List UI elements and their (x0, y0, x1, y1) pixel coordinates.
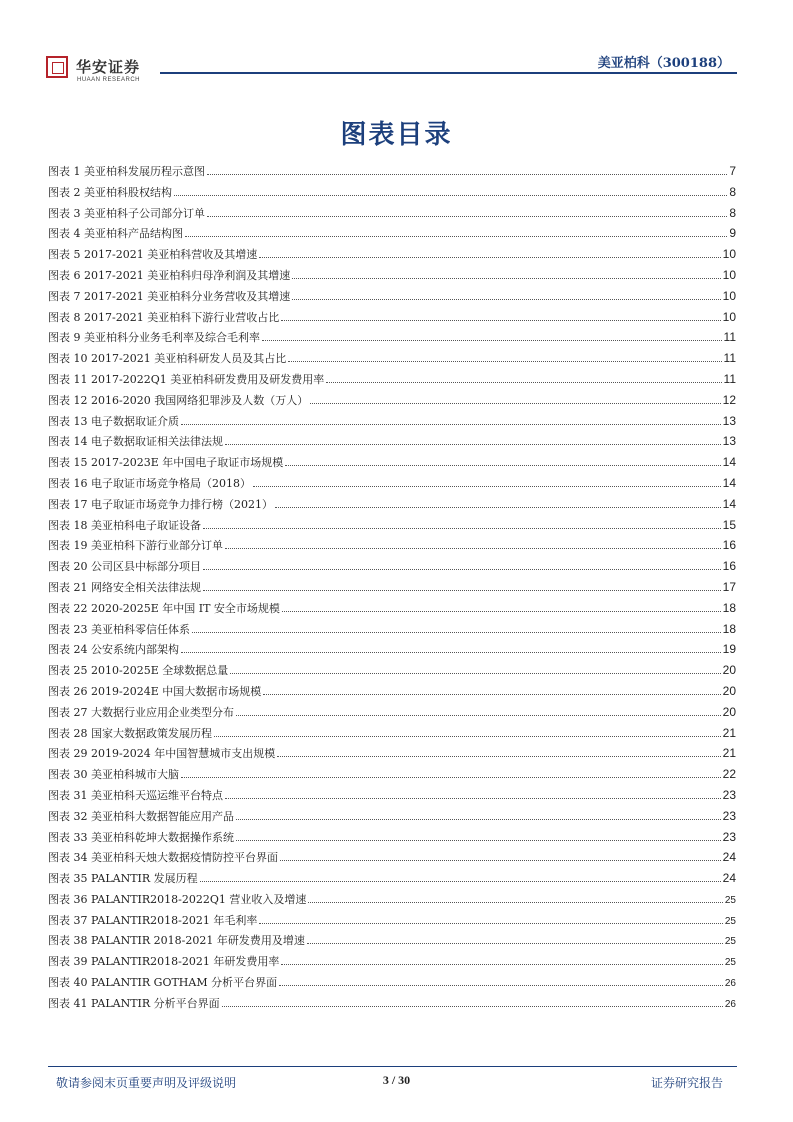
toc-leader-dots (279, 985, 723, 986)
toc-leader-dots (181, 777, 721, 778)
toc-entry-label: 图表 38 PALANTIR 2018-2021 年研发费用及增速 (48, 934, 305, 948)
toc-entry[interactable] (48, 808, 736, 829)
toc-entry[interactable] (48, 392, 736, 413)
toc-entry-label: 图表 5 2017-2021 美亚柏科营收及其增速 (48, 248, 258, 262)
toc-leader-dots (259, 923, 723, 924)
toc-entry[interactable] (48, 558, 736, 579)
toc-entry[interactable] (48, 912, 736, 933)
toc-leader-dots (203, 528, 721, 529)
toc-entry-label: 图表 32 美亚柏科大数据智能应用产品 (48, 809, 234, 823)
toc-entry-page: 10 (722, 267, 736, 282)
toc-entry[interactable] (48, 953, 736, 974)
toc-entry-page: 16 (722, 538, 736, 553)
toc-entry[interactable] (48, 891, 736, 912)
toc-entry-label: 图表 20 公司区县中标部分项目 (48, 560, 201, 574)
toc-entry-label: 图表 6 2017-2021 美亚柏科归母净利润及其增速 (48, 268, 291, 282)
toc-entry-page: 8 (729, 205, 736, 220)
toc-leader-dots (326, 382, 721, 383)
toc-entry-page: 8 (729, 184, 736, 199)
toc-entry-label: 图表 35 PALANTIR 发展历程 (48, 872, 198, 886)
toc-leader-dots (185, 236, 727, 237)
brand-name-en: HUAAN RESEARCH (77, 77, 141, 83)
toc-leader-dots (236, 819, 721, 820)
toc-leader-dots (222, 1006, 723, 1007)
toc-entry-page: 11 (723, 330, 736, 345)
toc-entry[interactable] (48, 579, 736, 600)
toc-entry-label: 图表 22 2020-2025E 年中国 IT 安全市场规模 (48, 601, 280, 615)
toc-entry-label: 图表 4 美亚柏科产品结构图 (48, 227, 183, 241)
toc-entry-label: 图表 13 电子数据取证介质 (48, 414, 179, 428)
toc-entry[interactable] (48, 787, 736, 808)
toc-entry[interactable] (48, 371, 736, 392)
toc-entry[interactable] (48, 184, 736, 205)
toc-entry[interactable] (48, 932, 736, 953)
toc-entry-label: 图表 34 美亚柏科天烛大数据疫情防控平台界面 (48, 851, 278, 865)
toc-entry-page: 25 (724, 936, 736, 948)
toc-leader-dots (174, 195, 727, 196)
toc-entry-page: 14 (722, 496, 736, 511)
toc-entry-page: 15 (722, 517, 736, 532)
toc-entry[interactable] (48, 995, 736, 1016)
toc-entry-label: 图表 1 美亚柏科发展历程示意图 (48, 165, 205, 178)
toc-entry[interactable] (48, 766, 736, 787)
toc-entry-page: 16 (722, 559, 736, 574)
header-divider (160, 72, 737, 74)
toc-entry-page: 25 (724, 894, 736, 906)
toc-entry[interactable] (48, 329, 736, 350)
toc-leader-dots (281, 964, 723, 965)
toc-entry[interactable] (48, 205, 736, 226)
toc-leader-dots (203, 569, 721, 570)
toc-entry-page: 13 (722, 434, 736, 449)
toc-entry-label: 图表 8 2017-2021 美亚柏科下游行业营收占比 (48, 310, 280, 324)
toc-entry[interactable] (48, 829, 736, 850)
toc-entry-label: 图表 26 2019-2024E 中国大数据市场规模 (48, 684, 262, 698)
toc-leader-dots (225, 444, 721, 445)
toc-leader-dots (225, 798, 721, 799)
toc-leader-dots (310, 403, 720, 404)
toc-entry[interactable] (48, 413, 736, 434)
toc-entry-page: 17 (722, 579, 736, 594)
toc-entry-page: 20 (722, 704, 736, 719)
toc-entry-label: 图表 41 PALANTIR 分析平台界面 (48, 996, 220, 1010)
toc-entry-page: 18 (722, 600, 736, 615)
toc-entry-label: 图表 15 2017-2023E 年中国电子取证市场规模 (48, 456, 284, 470)
toc-entry-page: 10 (722, 309, 736, 324)
toc-entry-page: 24 (722, 850, 736, 865)
toc-entry-page: 23 (722, 829, 736, 844)
toc-entry-label: 图表 40 PALANTIR GOTHAM 分析平台界面 (48, 976, 278, 990)
toc-entry-page: 18 (722, 621, 736, 636)
toc-entry[interactable] (48, 496, 736, 517)
toc-leader-dots (277, 756, 720, 757)
toc-entry[interactable] (48, 475, 736, 496)
toc-entry-page: 21 (722, 725, 736, 740)
toc-entry-label: 图表 27 大数据行业应用企业类型分布 (48, 705, 234, 719)
toc-entry[interactable] (48, 309, 736, 330)
toc-entry-page: 19 (722, 642, 736, 657)
toc-leader-dots (282, 611, 721, 612)
toc-entry-label: 图表 3 美亚柏科子公司部分订单 (48, 206, 205, 220)
toc-entry-label: 图表 33 美亚柏科乾坤大数据操作系统 (48, 830, 234, 844)
toc-entry-label: 图表 17 电子取证市场竞争力排行榜（2021） (48, 497, 273, 511)
toc-leader-dots (259, 257, 720, 258)
toc-leader-dots (203, 590, 721, 591)
toc-leader-dots (225, 548, 721, 549)
brand-name-cn: 华安证券 (76, 58, 141, 76)
page-title: 图表目录 (340, 120, 453, 150)
toc-leader-dots (181, 652, 721, 653)
toc-leader-dots (236, 840, 721, 841)
toc-entry-page: 26 (724, 998, 736, 1010)
toc-entry-page: 10 (722, 288, 736, 303)
seal-logo-icon (46, 56, 68, 78)
toc-entry-page: 12 (722, 392, 736, 407)
toc-entry[interactable] (48, 725, 736, 746)
toc-entry[interactable] (48, 974, 736, 995)
toc-entry-label: 图表 30 美亚柏科城市大脑 (48, 768, 179, 782)
toc-entry-page: 7 (729, 164, 736, 178)
toc-entry-page: 21 (722, 746, 736, 761)
toc-entry[interactable] (48, 433, 736, 454)
toc-entry-page: 25 (724, 957, 736, 969)
toc-entry-page: 10 (722, 247, 736, 262)
toc-entry-label: 图表 14 电子数据取证相关法律法规 (48, 435, 223, 449)
toc-entry[interactable] (48, 704, 736, 725)
toc-entry-label: 图表 16 电子取证市场竞争格局（2018） (48, 476, 251, 490)
toc-entry[interactable] (48, 641, 736, 662)
toc-leader-dots (275, 507, 721, 508)
toc-entry-label: 图表 10 2017-2021 美亚柏科研发人员及其占比 (48, 352, 287, 366)
toc-entry-page: 26 (724, 978, 736, 990)
footer-report-type: 证券研究报告 (650, 1076, 723, 1090)
toc-entry-page: 23 (722, 808, 736, 823)
toc-entry-label: 图表 24 公安系统内部架构 (48, 643, 179, 657)
toc-entry[interactable] (48, 163, 736, 184)
toc-entry-page: 23 (722, 787, 736, 802)
toc-entry-page: 24 (722, 871, 736, 886)
toc-entry[interactable] (48, 517, 736, 538)
toc-entry[interactable] (48, 745, 736, 766)
toc-entry-page: 25 (724, 915, 736, 927)
toc-entry[interactable] (48, 683, 736, 704)
toc-leader-dots (253, 486, 721, 487)
toc-entry-label: 图表 7 2017-2021 美亚柏科分业务营收及其增速 (48, 289, 291, 303)
toc-entry[interactable] (48, 225, 736, 246)
toc-entry-label: 图表 29 2019-2024 年中国智慧城市支出规模 (48, 747, 276, 761)
page-indicator: 3 / 30 (382, 1073, 411, 1087)
toc-entry[interactable] (48, 621, 736, 642)
toc-leader-dots (308, 902, 722, 903)
toc-entry[interactable] (48, 350, 736, 371)
toc-leader-dots (262, 340, 722, 341)
toc-entry-label: 图表 12 2016-2020 我国网络犯罪涉及人数（万人） (48, 393, 309, 407)
toc-leader-dots (288, 361, 721, 362)
toc-entry-label: 图表 39 PALANTIR2018-2021 年研发费用率 (48, 955, 280, 969)
toc-entry[interactable] (48, 600, 736, 621)
toc-entry-label: 图表 19 美亚柏科下游行业部分订单 (48, 539, 223, 553)
toc-leader-dots (214, 736, 721, 737)
toc-entry-label: 图表 25 2010-2025E 全球数据总量 (48, 664, 229, 678)
toc-entry-page: 14 (722, 455, 736, 470)
toc-leader-dots (307, 943, 723, 944)
toc-entry[interactable] (48, 662, 736, 683)
toc-entry-label: 图表 11 2017-2022Q1 美亚柏科研发费用及研发费用率 (48, 372, 325, 386)
toc-leader-dots (192, 632, 721, 633)
toc-entry-label: 图表 37 PALANTIR2018-2021 年毛利率 (48, 913, 258, 927)
footer-disclaimer: 敬请参阅末页重要声明及评级说明 (56, 1076, 237, 1090)
toc-entry[interactable] (48, 537, 736, 558)
toc-entry[interactable] (48, 288, 736, 309)
toc-leader-dots (285, 465, 720, 466)
toc-entry-page: 14 (722, 475, 736, 490)
toc-leader-dots (292, 278, 720, 279)
toc-entry[interactable] (48, 246, 736, 267)
toc-leader-dots (281, 320, 720, 321)
toc-leader-dots (230, 673, 720, 674)
toc-entry-label: 图表 23 美亚柏科零信任体系 (48, 622, 190, 636)
toc-entry-label: 图表 36 PALANTIR2018-2022Q1 营业收入及增速 (48, 892, 307, 906)
toc-leader-dots (280, 860, 721, 861)
toc-leader-dots (236, 715, 721, 716)
toc-entry-label: 图表 9 美亚柏科分业务毛利率及综合毛利率 (48, 331, 260, 345)
toc-leader-dots (181, 424, 721, 425)
toc-entry-label: 图表 18 美亚柏科电子取证设备 (48, 518, 201, 532)
toc-leader-dots (207, 216, 727, 217)
toc-entry-label: 图表 28 国家大数据政策发展历程 (48, 726, 212, 740)
company-logo (46, 56, 156, 86)
toc-entry-page: 20 (722, 683, 736, 698)
table-of-figures (48, 163, 736, 1016)
toc-entry[interactable] (48, 870, 736, 891)
toc-entry-label: 图表 21 网络安全相关法律法规 (48, 580, 201, 594)
toc-entry[interactable] (48, 454, 736, 475)
header-company: 美亚柏科（300188） (597, 56, 730, 71)
toc-leader-dots (207, 174, 727, 175)
toc-entry-page: 11 (723, 371, 736, 386)
toc-leader-dots (263, 694, 720, 695)
toc-entry[interactable] (48, 849, 736, 870)
footer-divider (48, 1066, 737, 1067)
toc-leader-dots (292, 299, 720, 300)
toc-entry-page: 22 (722, 767, 736, 782)
toc-entry-page: 13 (722, 413, 736, 428)
toc-entry-label: 图表 2 美亚柏科股权结构 (48, 185, 172, 199)
toc-entry-page: 9 (729, 226, 736, 241)
toc-entry-page: 20 (722, 663, 736, 678)
toc-entry-page: 11 (723, 351, 736, 366)
toc-leader-dots (200, 881, 721, 882)
toc-entry[interactable] (48, 267, 736, 288)
toc-entry-label: 图表 31 美亚柏科天巡运维平台特点 (48, 788, 223, 802)
